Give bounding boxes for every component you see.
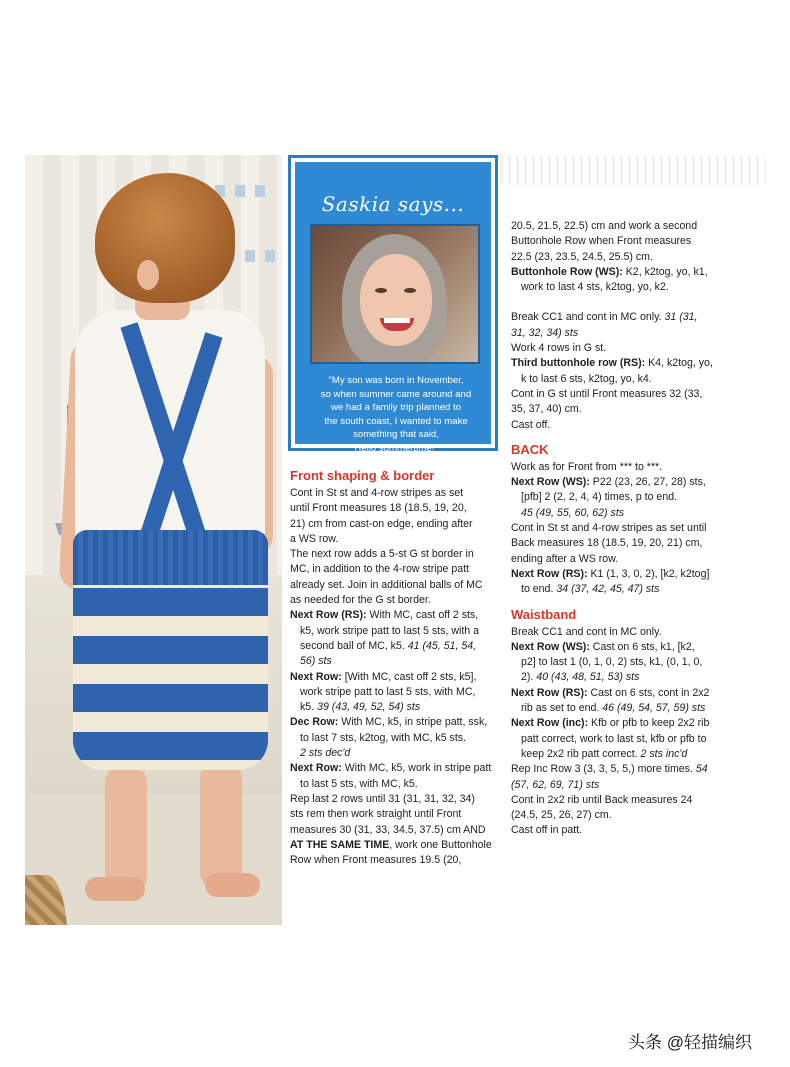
back-heading: BACK — [511, 441, 549, 457]
cast-off: Cast off. — [511, 418, 551, 431]
front-row-2: Next Row: [With MC, cast off 2 sts, k5], work stripe patt to last 5 sts, with MC, k5. 39 (43, 49, 52, 54) sts — [290, 670, 477, 714]
watermark: 头条 @轻描编织 — [628, 1033, 752, 1052]
back-cont-st-st: Cont in St st and 4-row stripes as set until Back measures 18 (18.5, 19, 20, 21) cm, ending after a WS row. — [511, 522, 707, 565]
buttonhole-row: Buttonhole Row (WS): K2, k2tog, yo, k1, work to last 4 sts, k2tog, yo, k2. — [511, 265, 708, 294]
cont-g-st: Cont in G st until Front measures 32 (33, 35, 37, 40) cm. — [511, 387, 703, 416]
front-shaping-column — [290, 467, 502, 868]
child-photo — [25, 155, 282, 925]
back-next-row-rs: Next Row (RS): K1 (1, 3, 0, 2), [k2, k2tog] to end. 34 (37, 42, 45, 47) sts — [511, 567, 710, 596]
waistband-next-row-inc: Next Row (inc): Kfb or pfb to keep 2x2 rib patt correct, work to last st, kfb or pfb to keep 2x2 rib patt correct. 2 sts inc'd — [511, 717, 710, 760]
front-row-1: Next Row (RS): With MC, cast off 2 sts, k5, work stripe patt to last 5 sts, with a second ball of MC, k5. 41 (45, 51, 54, 56) sts — [290, 609, 479, 668]
saskia-title: Saskia says... — [321, 192, 465, 216]
work-4-rows: Work 4 rows in G st. — [511, 342, 607, 355]
front-dec-row: Dec Row: With MC, k5, in stripe patt, ssk, to last 7 sts, k2tog, with MC, k5 sts. 2 sts dec'd — [290, 716, 488, 760]
front-paragraph-2: The next row adds a 5-st G st border in MC, in addition to the 4-row stripe patt already set. Join in additional balls of MC as needed for the G st border. — [290, 548, 483, 607]
break-cc1-paragraph: Break CC1 and cont in MC only. 31 (31, 31, 32, 34) sts — [511, 311, 698, 339]
buttonhole-paragraph: 20.5, 21.5, 22.5) cm and work a second Buttonhole Row when Front measures 22.5 (23, 23.5, 24.5, 25.5) cm. — [511, 220, 698, 263]
waistband-cont-rib: Cont in 2x2 rib until Back measures 24 (24.5, 25, 26, 27) cm. — [511, 793, 693, 822]
saskia-portrait — [310, 224, 480, 364]
right-column — [511, 219, 733, 839]
third-buttonhole-row: Third buttonhole row (RS): K4, k2tog, yo, k to last 6 sts, k2tog, yo, k4. — [511, 357, 713, 385]
back-work-as-front: Work as for Front from *** to ***. — [511, 460, 663, 473]
waistband-rep-inc: Rep Inc Row 3 (3, 3, 5, 5,) more times. 54 (57, 62, 69, 71) sts — [511, 763, 708, 791]
waistband-heading: Waistband — [511, 606, 577, 622]
front-paragraph-1: Cont in St st and 4-row stripes as set until Front measures 18 (18.5, 19, 20, 21) cm from cast-on edge, ending after a WS row. — [290, 487, 473, 545]
decorative-stripes — [500, 155, 765, 185]
saskia-quote: "My son was born in November, so when summer came around and we had a family trip planned to the south coast, I wanted to make something that said, 'Hello summertime!'" — [320, 375, 472, 454]
waistband-break-cc1: Break CC1 and cont in MC only. — [511, 625, 662, 638]
waistband-cast-off: Cast off in patt. — [511, 824, 583, 837]
saskia-says-box — [288, 155, 498, 454]
front-row-4: Next Row: With MC, k5, work in stripe patt to last 5 sts, with MC, k5. — [290, 762, 492, 790]
front-paragraph-3: Rep last 2 rows until 31 (31, 31, 32, 34) sts rem then work straight until Front measures 30 (31, 33, 34.5, 37.5) cm AND AT THE SAME TIME, work one Buttonhole Row when Front measures 19.5 (20, — [290, 792, 492, 867]
back-next-row-ws: Next Row (WS): P22 (23, 26, 27, 28) sts, [pfb] 2 (2, 2, 4, 4) times, p to end. 45 (49, 55, 60, 62) sts — [511, 476, 706, 519]
waistband-next-row-rs: Next Row (RS): Cast on 6 sts, cont in 2x2 rib as set to end. 46 (49, 54, 57, 59) sts — [511, 686, 710, 715]
front-shaping-heading: Front shaping & border — [290, 468, 435, 483]
waistband-next-row-ws: Next Row (WS): Cast on 6 sts, k1, [k2, p2] to last 1 (0, 1, 0, 2) sts, k1, (0, 1, 0, 2). 40 (43, 48, 51, 53) sts — [511, 640, 703, 684]
